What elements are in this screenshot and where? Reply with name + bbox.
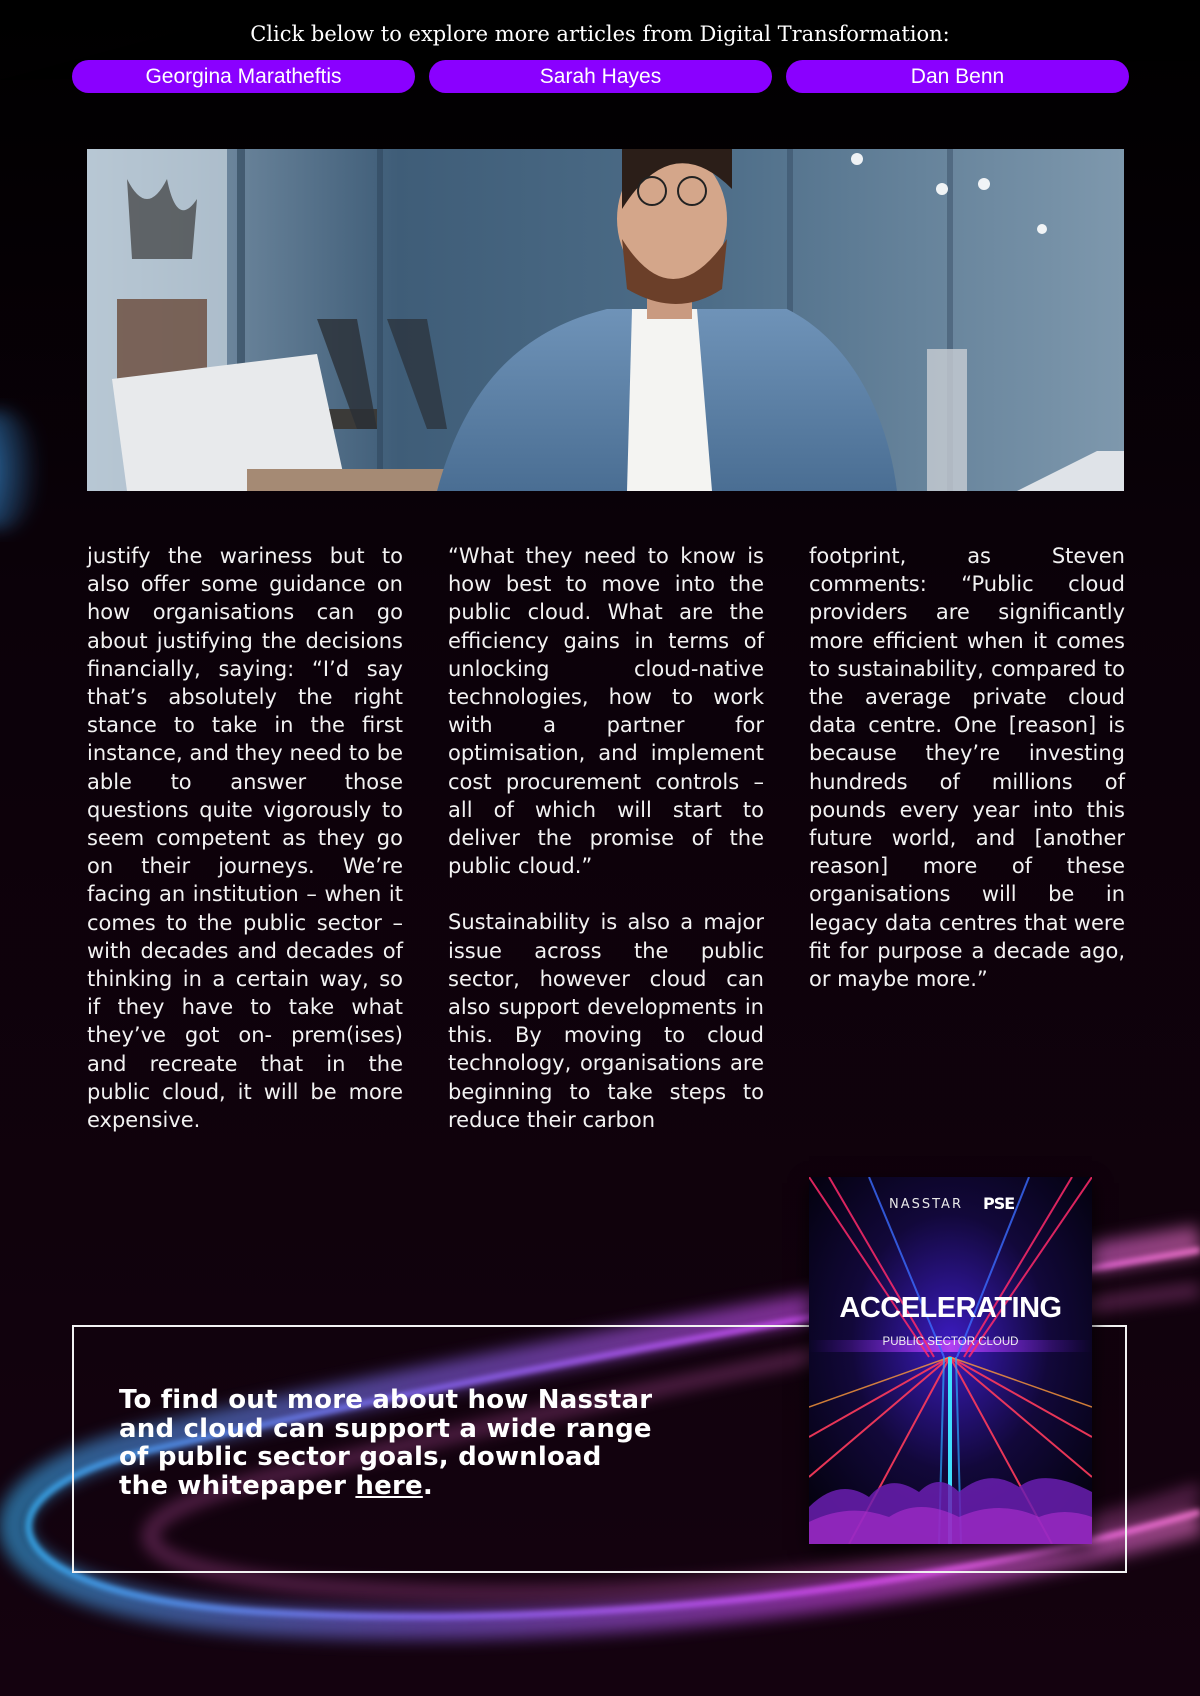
cover-title: ACCELERATING xyxy=(839,1292,1062,1324)
explore-prompt: Click below to explore more articles from Digital Transformation: xyxy=(250,22,950,46)
author-button-dan[interactable]: Dan Benn xyxy=(786,60,1129,93)
cta-text-body: To find out more about how Nasstar and cloud can support a wide range of public sector goals, download the whitepaper xyxy=(119,1385,653,1501)
hero-photo xyxy=(87,149,1124,491)
author-button-sarah[interactable]: Sarah Hayes xyxy=(429,60,772,93)
pse-logo: PSE xyxy=(983,1194,1015,1213)
nasstar-logo: NASSTAR xyxy=(889,1197,963,1212)
whitepaper-link[interactable]: here xyxy=(355,1470,423,1501)
whitepaper-cover[interactable] xyxy=(809,1177,1092,1544)
article-column-1 xyxy=(87,542,403,1162)
cover-subtitle: PUBLIC SECTOR CLOUD xyxy=(882,1336,1019,1348)
cta-text xyxy=(119,1386,659,1500)
article-paragraph: “What they need to know is how best to move into the public cloud. What are the efficiency gains in terms of unlocking cloud-native technologies, how to work with a partner for optimisation, and implement cost procurement controls – all of which will start to deliver the promise of the public cloud.” xyxy=(448,544,764,879)
cta-text-end: . xyxy=(422,1470,433,1501)
article-paragraph: justify the wariness but to also offer some guidance on how organisations can go about justifying the decisions financially, saying: “I’d say that’s absolutely the right stance to take in the first instance, and they need to be able to answer those questions quite vigorously to seem competent as they go on their journeys. We’re facing an institution – when it comes to the public sector – with decades and decades of thinking in a certain way, so if they have to take what they’ve got on- prem(ises) and recreate that in the public cloud, it will be more expensive. xyxy=(87,544,403,1133)
author-button-georgina[interactable]: Georgina Maratheftis xyxy=(72,60,415,93)
article-column-3 xyxy=(809,542,1125,1021)
article-paragraph: Sustainability is also a major issue across the public sector, however cloud can also support developments in this. By moving to cloud technology, organisations are beginning to take steps to reduce their carbon xyxy=(448,910,764,1132)
article-paragraph: footprint, as Steven comments: “Public cloud providers are significantly more efficient when it comes to sustainability, compared to the average private cloud data centre. One [reason] is because they’re investing hundreds of millions of pounds every year into this future world, and [another reason] more of these organisations will be in legacy data centres that were fit for purpose a decade ago, or maybe more.” xyxy=(809,544,1125,992)
article-column-2 xyxy=(448,542,764,1162)
